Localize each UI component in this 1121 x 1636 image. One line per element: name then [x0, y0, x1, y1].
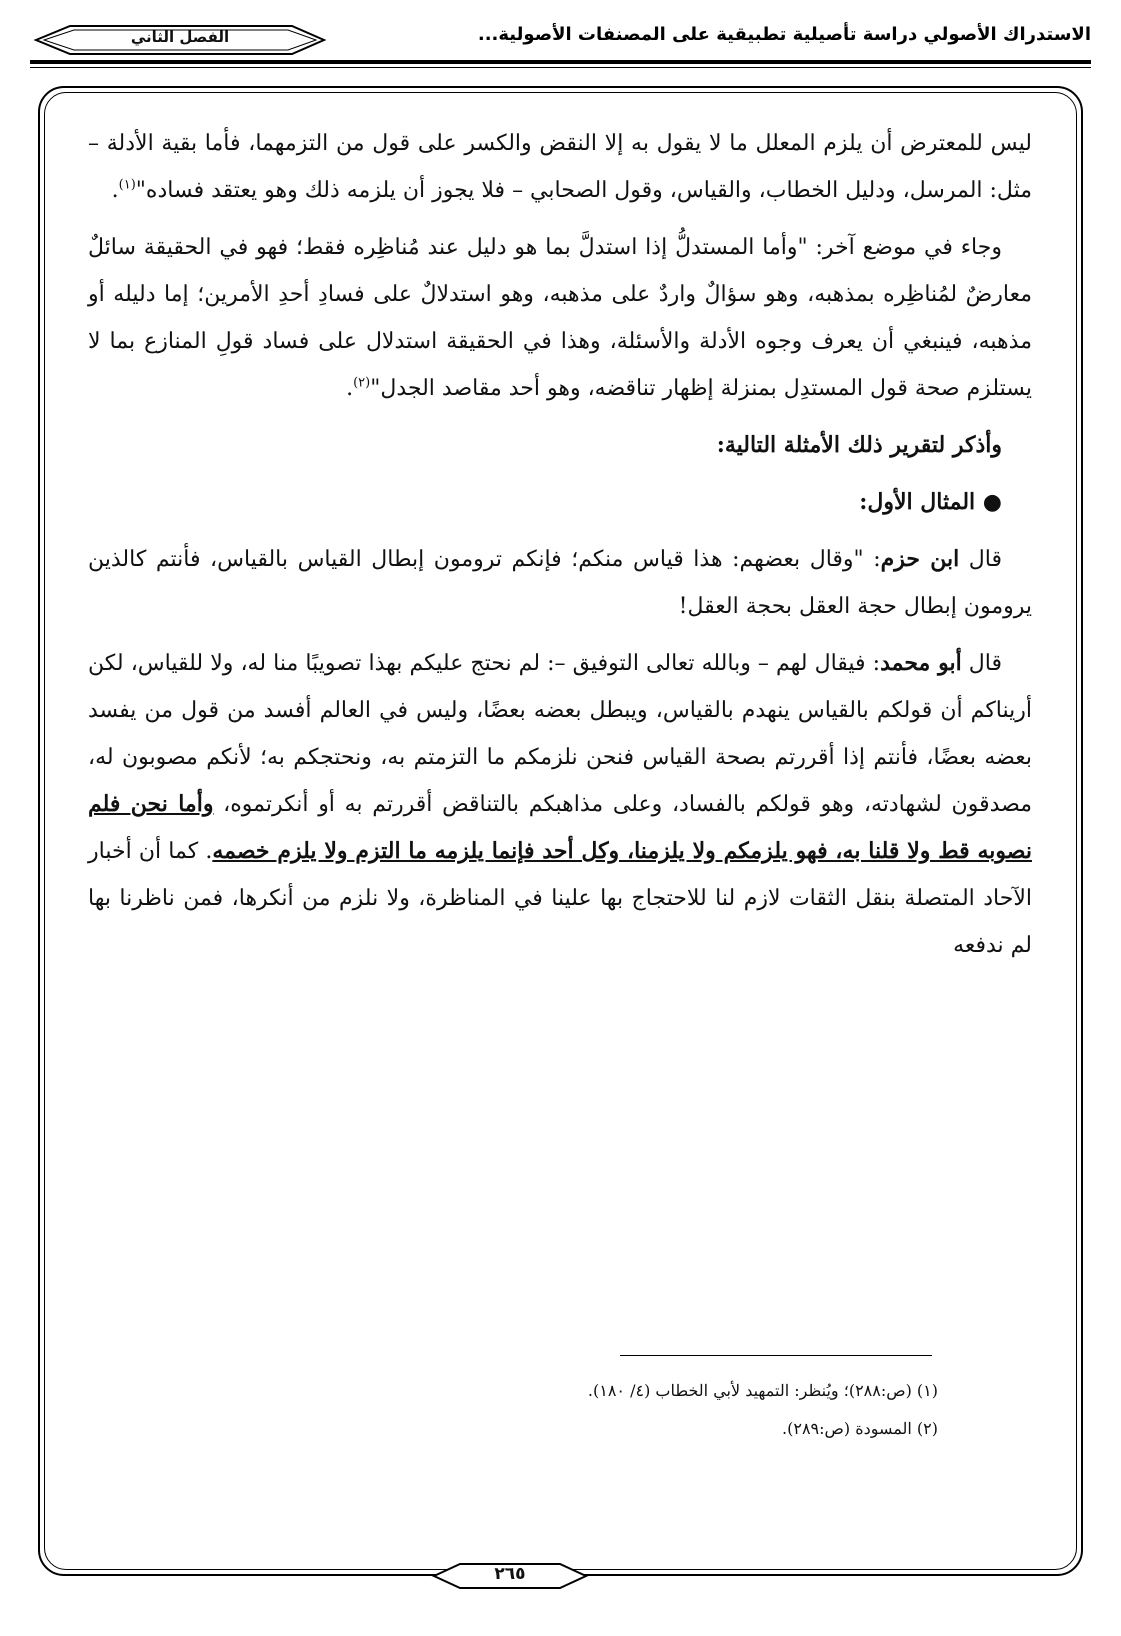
footnote-ref-2[interactable]: (٢) — [353, 375, 371, 391]
page-header — [30, 18, 1091, 58]
chapter-label: الفصل الثاني — [130, 28, 230, 46]
footnote-ref-1[interactable]: (١) — [118, 177, 136, 193]
paragraph-2: وجاء في موضع آخر: "وأما المستدلُّ إذا استدلَّ بما هو دليل عند مُناظِره فقط؛ فهو في الحقيقة سائلٌ معارضٌ لمُناظِره بمذهبه، وهو سؤالٌ واردٌ على مذهبه، وهو استدلالٌ على فسادِ أحدِ الأمرين؛ إما دليله أو مذهبه، فينبغي أن يعرف وجوه الأدلة والأسئلة، وهذا في الحقيقة استدلال على فساد قولِ المنازع بما لا يستلزم صحة قول المستدِل بمنزلة إظهار تناقضه، وهو أحد مقاصد الجدل"$^{(٢)}$. — [88, 235, 1032, 401]
paragraph-examples-intro: وأذكر لتقرير ذلك الأمثلة التالية: — [716, 432, 1002, 458]
example-heading: ● المثال الأول: — [859, 489, 1002, 515]
footnote-2: (٢) المسودة (ص:٢٨٩). — [782, 1419, 938, 1438]
page-number-badge — [430, 1558, 590, 1594]
footnotes — [88, 1372, 938, 1448]
paragraph-abu-muhammad: قال أبو محمد: فيقال لهم – وبالله تعالى التوفيق –: لم نحتج عليكم بهذا تصويبًا منا له، ولا للقياس، لكن أريناكم أن قولكم بالقياس ينهدم بالقياس، ويبطل بعضه بعضًا، وليس في العالم أفسد من قول من يفسد بعضه بعضًا، فأنتم إذا أقررتم بصحة القياس فنحن نلزمكم ما التزمتم به، ونحتجكم به؛ لأنكم مصوبون له، مصدقون لشهادته، وهو قولكم بالفساد، وعلى مذاهبكم بالتناقض أقررتم به أو أنكرتموه، وأما نحن فلم نصوبه قط ولا قلنا به، فهو يلزمكم ولا يلزمنا، وكل أحد فإنما يلزمه ما التزم ولا يلزم خصمه. كما أن أخبار الآحاد المتصلة بنقل الثقات لازم لنا للاحتجاج بها علينا في المناظرة، ولا نلزم من أنكرها، فمن ناظرنا بها لم ندفعه — [88, 650, 1032, 958]
header-rule — [30, 60, 1091, 68]
author-name: ابن حزم — [880, 546, 960, 572]
main-text — [88, 120, 1032, 979]
paragraph-1: ليس للمعترض أن يلزم المعلل ما لا يقول به إلا النقض والكسر على قول من التزمهما، فأما بقية الأدلة – مثل: المرسل، ودليل الخطاب، والقياس، وقول الصحابي – فلا يجوز أن يلزمه ذلك وهو يعتقد فساده"$^{(١)}$. — [88, 131, 1032, 203]
page-number: ٢٦٥ — [494, 1564, 526, 1584]
author-name-2: أبو محمد — [880, 650, 962, 676]
footnote-separator — [620, 1355, 932, 1356]
book-title: الاستدراك الأصولي دراسة تأصيلية تطبيقية على المصنفات الأصولية... — [477, 24, 1091, 45]
footnote-1: (١) (ص:٢٨٨)؛ ويُنظر: التمهيد لأبي الخطاب (٤/ ١٨٠). — [587, 1381, 938, 1400]
underlined-quote: وأما نحن فلم نصوبه قط ولا قلنا به، فهو يلزمكم ولا يلزمنا، وكل أحد فإنما يلزمه ما التزم ولا يلزم خصمه — [88, 791, 1032, 864]
paragraph-ibn-hazm: قال ابن حزم: "وقال بعضهم: هذا قياس منكم؛ فإنكم ترومون إبطال القياس بالقياس، فأنتم كالذين يرومون إبطال حجة العقل بحجة العقل! — [88, 546, 1032, 619]
chapter-tab — [30, 18, 330, 58]
